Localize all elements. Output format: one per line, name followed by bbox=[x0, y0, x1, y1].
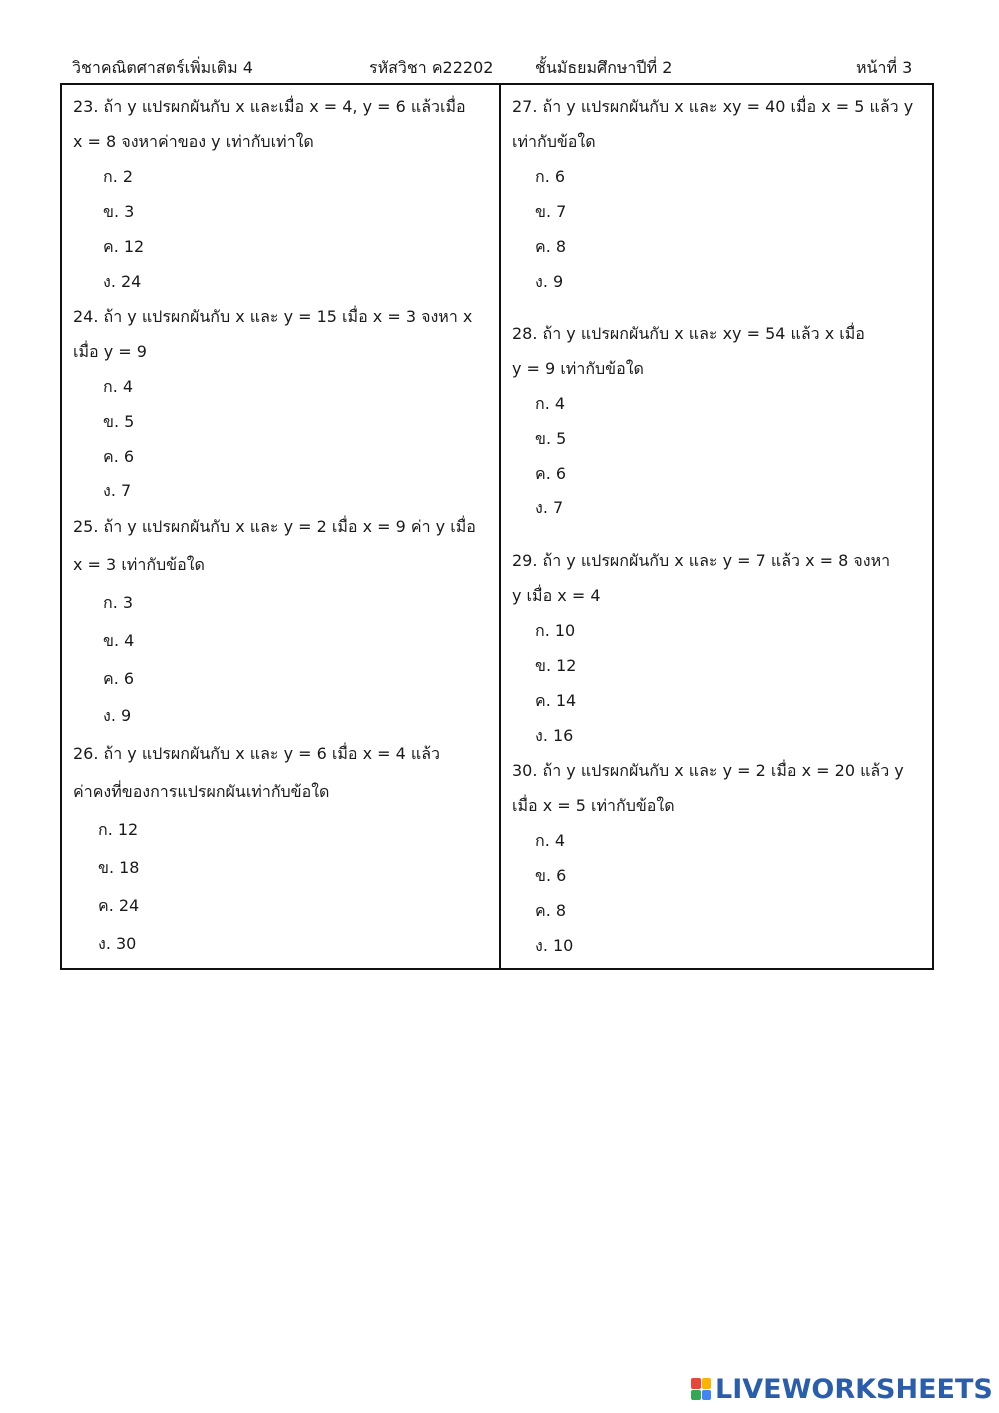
q29-text-line2: y เมื่อ x = 4 bbox=[512, 586, 601, 605]
grade-level: ชั้นมัธยมศึกษาปีที่ 2 bbox=[535, 58, 673, 77]
q24-option-a[interactable]: ก. 4 bbox=[103, 377, 134, 396]
q28-option-c[interactable]: ค. 6 bbox=[535, 464, 567, 483]
q30-option-a[interactable]: ก. 4 bbox=[535, 831, 566, 850]
q29-option-a[interactable]: ก. 10 bbox=[535, 621, 576, 640]
q26-option-d[interactable]: ง. 30 bbox=[98, 934, 137, 953]
q26-option-c[interactable]: ค. 24 bbox=[98, 896, 140, 915]
q23-option-b[interactable]: ข. 3 bbox=[103, 202, 135, 221]
q30-text-line1: 30. ถ้า y แปรผกผันกับ x และ y = 2 เมื่อ x = 20 แล้ว y bbox=[512, 761, 904, 780]
q23-option-c[interactable]: ค. 12 bbox=[103, 237, 145, 256]
q23-option-a[interactable]: ก. 2 bbox=[103, 167, 134, 186]
liveworksheets-logo-icon bbox=[691, 1378, 711, 1400]
column-divider bbox=[499, 85, 501, 968]
liveworksheets-logo bbox=[691, 1374, 993, 1404]
q30-option-b[interactable]: ข. 6 bbox=[535, 866, 567, 885]
q29-option-c[interactable]: ค. 14 bbox=[535, 691, 577, 710]
q25-text-line2: x = 3 เท่ากับข้อใด bbox=[73, 555, 205, 574]
q30-option-c[interactable]: ค. 8 bbox=[535, 901, 567, 920]
q30-text-line2: เมื่อ x = 5 เท่ากับข้อใด bbox=[512, 796, 675, 815]
q28-option-d[interactable]: ง. 7 bbox=[535, 498, 564, 517]
q26-option-a[interactable]: ก. 12 bbox=[98, 820, 139, 839]
q24-option-c[interactable]: ค. 6 bbox=[103, 447, 135, 466]
q25-text-line1: 25. ถ้า y แปรผกผันกับ x และ y = 2 เมื่อ x = 9 ค่า y เมื่อ bbox=[73, 517, 476, 536]
q27-option-a[interactable]: ก. 6 bbox=[535, 167, 566, 186]
q24-option-b[interactable]: ข. 5 bbox=[103, 412, 135, 431]
q25-option-c[interactable]: ค. 6 bbox=[103, 669, 135, 688]
q30-option-d[interactable]: ง. 10 bbox=[535, 936, 574, 955]
q23-text-line2: x = 8 จงหาค่าของ y เท่ากับเท่าใด bbox=[73, 132, 314, 151]
subject-code: รหัสวิชา ค22202 bbox=[369, 58, 494, 77]
q28-option-a[interactable]: ก. 4 bbox=[535, 394, 566, 413]
q24-text-line2: เมื่อ y = 9 bbox=[73, 342, 147, 361]
q27-text-line2: เท่ากับข้อใด bbox=[512, 132, 596, 151]
q27-option-d[interactable]: ง. 9 bbox=[535, 272, 564, 291]
q23-option-d[interactable]: ง. 24 bbox=[103, 272, 142, 291]
q25-option-b[interactable]: ข. 4 bbox=[103, 631, 135, 650]
q24-text-line1: 24. ถ้า y แปรผกผันกับ x และ y = 15 เมื่อ x = 3 จงหา x bbox=[73, 307, 473, 326]
q28-text-line1: 28. ถ้า y แปรผกผันกับ x และ xy = 54 แล้ว x เมื่อ bbox=[512, 324, 865, 343]
q25-option-a[interactable]: ก. 3 bbox=[103, 593, 134, 612]
q27-option-c[interactable]: ค. 8 bbox=[535, 237, 567, 256]
subject-title: วิชาคณิตศาสตร์เพิ่มเติม 4 bbox=[72, 58, 253, 77]
q27-text-line1: 27. ถ้า y แปรผกผันกับ x และ xy = 40 เมื่อ x = 5 แล้ว y bbox=[512, 97, 914, 116]
q26-text-line2: ค่าคงที่ของการแปรผกผันเท่ากับข้อใด bbox=[73, 782, 330, 801]
q25-option-d[interactable]: ง. 9 bbox=[103, 706, 132, 725]
q29-text-line1: 29. ถ้า y แปรผกผันกับ x และ y = 7 แล้ว x = 8 จงหา bbox=[512, 551, 891, 570]
page-number: หน้าที่ 3 bbox=[856, 58, 913, 77]
q29-option-d[interactable]: ง. 16 bbox=[535, 726, 574, 745]
q24-option-d[interactable]: ง. 7 bbox=[103, 481, 132, 500]
q29-option-b[interactable]: ข. 12 bbox=[535, 656, 577, 675]
q26-option-b[interactable]: ข. 18 bbox=[98, 858, 140, 877]
liveworksheets-logo-text: LIVEWORKSHEETS bbox=[715, 1373, 993, 1405]
q28-option-b[interactable]: ข. 5 bbox=[535, 429, 567, 448]
question-box bbox=[60, 83, 934, 970]
q26-text-line1: 26. ถ้า y แปรผกผันกับ x และ y = 6 เมื่อ x = 4 แล้ว bbox=[73, 744, 440, 763]
q27-option-b[interactable]: ข. 7 bbox=[535, 202, 567, 221]
q28-text-line2: y = 9 เท่ากับข้อใด bbox=[512, 359, 644, 378]
q23-text-line1: 23. ถ้า y แปรผกผันกับ x และเมื่อ x = 4, y = 6 แล้วเมื่อ bbox=[73, 97, 466, 116]
